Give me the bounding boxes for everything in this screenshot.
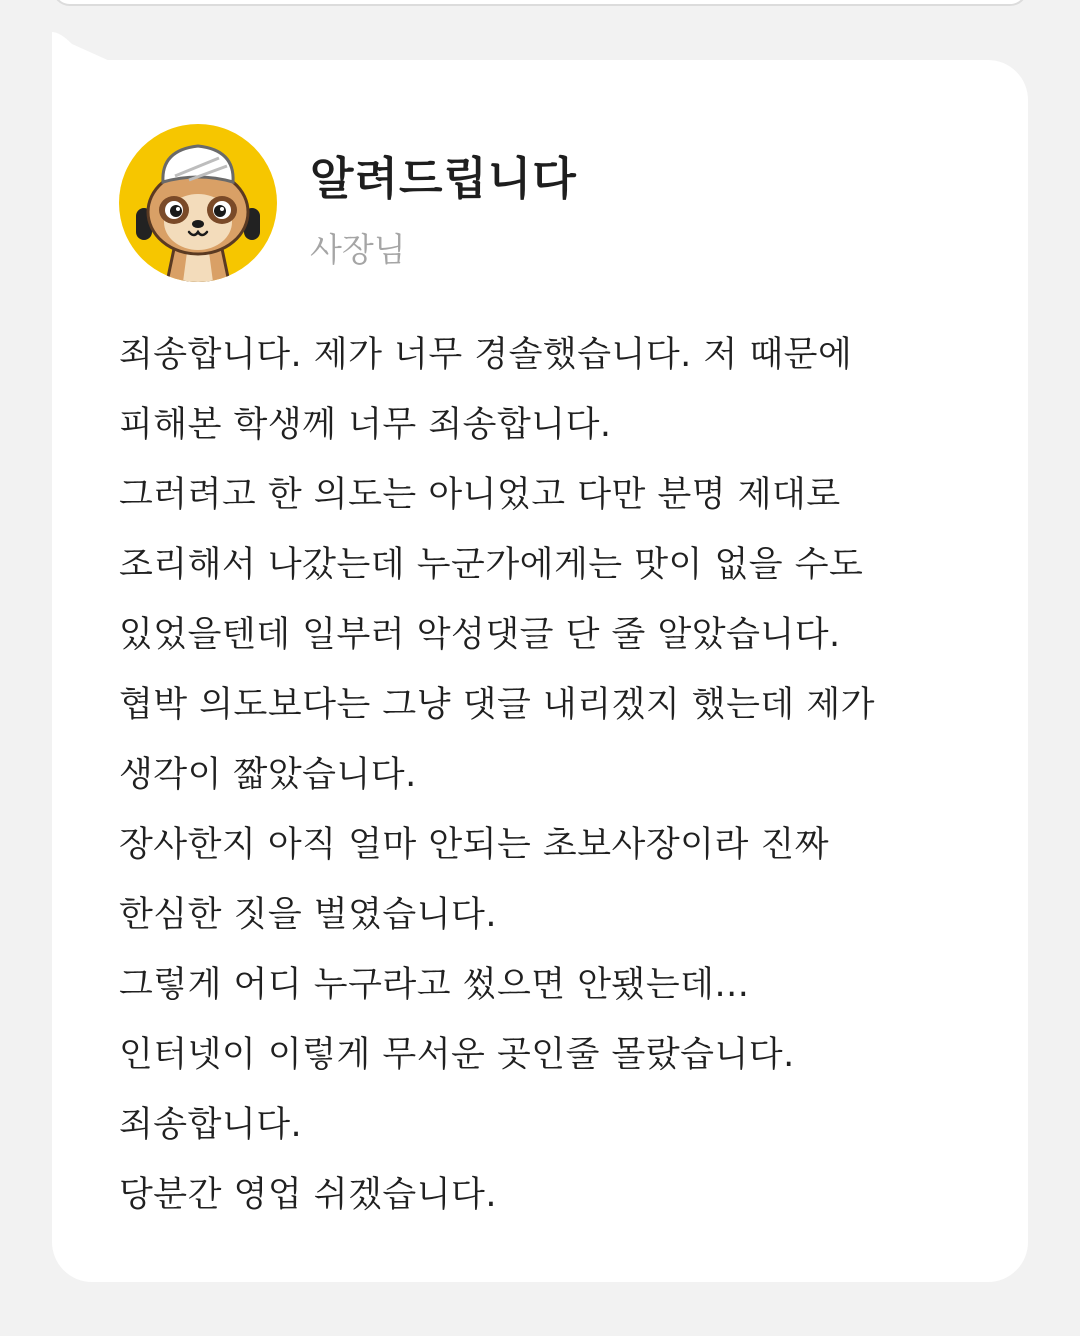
sender-name[interactable]: 알려드립니다 <box>310 152 577 205</box>
message-line: 있었을텐데 일부러 악성댓글 단 줄 알았습니다. <box>119 615 841 655</box>
meerkat-chef-avatar-icon[interactable] <box>119 124 277 282</box>
message-line: 인터넷이 이렇게 무서운 곳인줄 몰랐습니다. <box>119 1035 795 1075</box>
message-line: 죄송합니다. 제가 너무 경솔했습니다. 저 때문에 <box>119 335 853 375</box>
message-line: 생각이 짧았습니다. <box>119 755 417 795</box>
message-line: 그러려고 한 의도는 아니었고 다만 분명 제대로 <box>119 475 841 515</box>
sender-role: 사장님 <box>310 230 406 269</box>
message-line: 그렇게 어디 누구라고 썼으면 안됐는데... <box>119 965 750 1005</box>
message-line: 당분간 영업 쉬겠습니다. <box>119 1175 497 1215</box>
message-body <box>119 320 999 1230</box>
message-line: 조리해서 나갔는데 누군가에게는 맛이 없을 수도 <box>119 545 864 585</box>
message-line: 협박 의도보다는 그냥 댓글 내리겠지 했는데 제가 <box>119 685 875 725</box>
message-line: 죄송합니다. <box>119 1105 303 1145</box>
message-line: 피해본 학생께 너무 죄송합니다. <box>119 405 612 445</box>
message-line: 장사한지 아직 얼마 안되는 초보사장이라 진짜 <box>119 825 830 865</box>
previous-card-edge <box>52 0 1028 6</box>
message-line: 한심한 짓을 벌였습니다. <box>119 895 497 935</box>
